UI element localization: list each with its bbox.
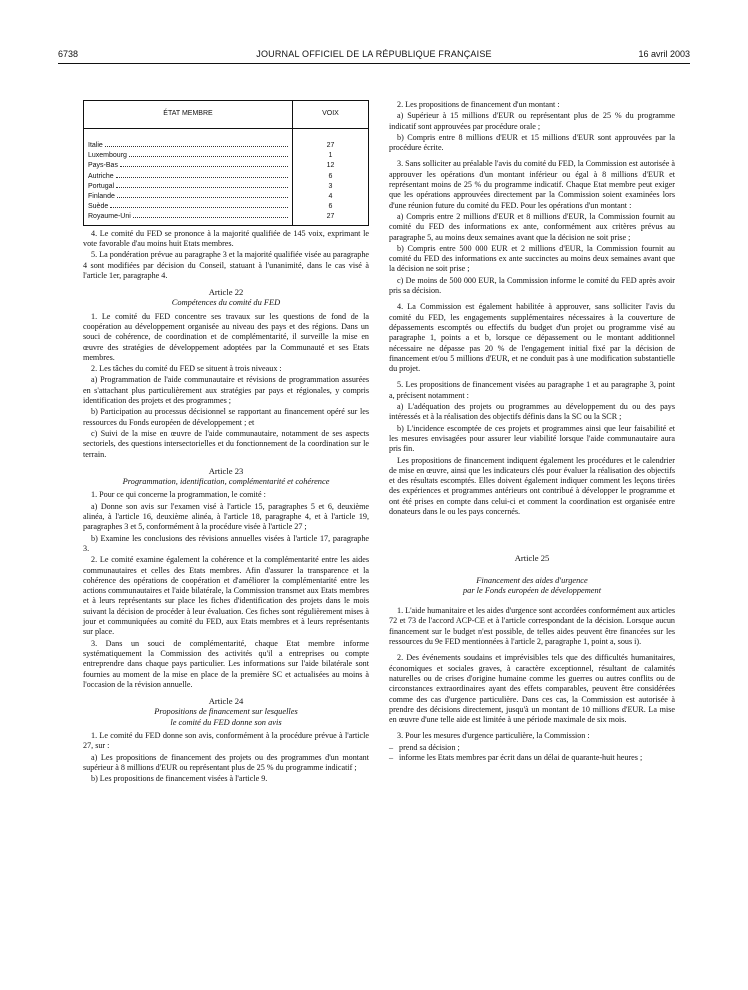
state-cell xyxy=(84,151,293,161)
table-row xyxy=(84,192,369,202)
page-number: 6738 xyxy=(58,49,79,59)
dot-leader xyxy=(133,216,288,218)
paragraph: b) Compris entre 500 000 EUR et 2 millions d'EUR, la Commission fournit au comité du FED des informations ex ante succinctes au moins deux semaines avant que la décision ne soit prise ; xyxy=(389,243,675,274)
state-name: Suède xyxy=(88,202,109,212)
votes-table xyxy=(83,100,369,226)
state-cell xyxy=(84,172,293,182)
paragraph: c) De moins de 500 000 EUR, la Commission informe le comité du FED après avoir pris sa décision. xyxy=(389,275,675,296)
article-title: Programmation, identification, complémentarité et cohérence xyxy=(122,477,330,487)
paragraph: b) Examine les conclusions des révisions annuelles visées à l'article 17, paragraphe 3. xyxy=(83,533,369,553)
paragraph: 3. Dans un souci de complémentarité, chaque Etat membre informe systématiquement la Commission des activités qu'il a entreprises ou compte entreprendre dans chaque pays particulier. Les informations sur l'aide bilatérale sont fournies au moment de la mise en place de la première SC et actualisées au moins à l'occasion de la révision annuelle. xyxy=(83,638,369,689)
paragraph: 4. La Commission est également habilitée à approuver, sans solliciter l'avis du comité du FED, les engagements supplémentaires nécessaires à la couverture de dépassements escomptés ou effectifs du budget d'un projet ou programme visé au paragraphe 1, points a et b, lorsque ce dépassement ou le montant additionnel nécessaire ne dépasse pas 20 % de l'engagement initial fixé par la décision de financement et/ou 5 millions d'EUR, et ne conduit pas à une modification substantielle du projet. xyxy=(389,302,675,374)
paragraph: 3. Sans solliciter au préalable l'avis du comité du FED, la Commission est autorisée à approuver les opérations d'un montant inférieur ou égal à 8 millions d'EUR et représentant moins de 25 % du programme indicatif. Chaque Etat membre peut exiger que les opérations approuvées directement par la Commission soient examinées lors d'une réunion future du comité du FED. Pour les opérations d'un montant : xyxy=(389,159,675,210)
table-row xyxy=(84,182,369,192)
list-item xyxy=(389,753,675,763)
state-name: Pays-Bas xyxy=(88,161,119,171)
state-name: Luxembourg xyxy=(88,151,128,161)
article-number: Article 23 xyxy=(208,465,244,476)
article-title: le comité du FED donne son avis xyxy=(170,717,282,727)
dot-leader xyxy=(110,206,288,208)
state-name: Italie xyxy=(88,141,104,151)
left-column xyxy=(83,100,369,785)
paragraph: 1. Le comité du FED concentre ses travaux sur les questions de fond de la coopération au développement organisée au niveau des pays et des régions. Dans un souci de cohérence, de coordination et de complémentarité, il surveille la mise en œuvre des stratégies de développement adoptées par la Communauté et ses Etats membres. xyxy=(83,311,369,362)
dot-leader xyxy=(129,155,288,157)
page-header xyxy=(58,49,690,63)
state-cell xyxy=(84,161,293,171)
paragraph: b) Compris entre 8 millions d'EUR et 15 millions d'EUR sont approuvées par la procédure écrite. xyxy=(389,132,675,153)
votes-cell: 27 xyxy=(326,142,335,149)
state-name: Finlande xyxy=(88,192,116,202)
state-cell xyxy=(84,192,293,202)
state-cell xyxy=(84,141,293,151)
header-rule xyxy=(58,63,690,64)
issue-date: 16 avril 2003 xyxy=(638,49,690,59)
list-item-text: prend sa décision ; xyxy=(399,742,460,752)
state-name: Portugal xyxy=(88,182,115,192)
paragraph: 5. Les propositions de financement visées au paragraphe 1 et au paragraphe 3, point a, précisent notamment : xyxy=(389,380,675,400)
state-name: Royaume-Uni xyxy=(88,212,132,222)
paragraph: 4. Le comité du FED se prononce à la majorité qualifiée de 145 voix, exprimant le vote favorable d'au moins huit Etats membres. xyxy=(83,228,369,248)
paragraph: 1. L'aide humanitaire et les aides d'urgence sont accordées conformément aux articles 72 et 73 de l'accord ACP-CE et à l'article correspondant de la décision. Lorsque aucun financement sur le budget n'est possible, de telles aides peuvent être financées sur les ressources du 9e FED mentionnées à l'article 2, paragraphe 1, point a, sous i). xyxy=(389,606,676,647)
dot-leader xyxy=(117,196,288,198)
table-row xyxy=(84,202,369,212)
votes-cell: 4 xyxy=(328,193,333,201)
paragraph: a) Les propositions de financement des projets ou des programmes d'un montant supérieur à 8 millions d'EUR ou représentant plus de 25 % du programme indicatif ; xyxy=(83,752,369,772)
paragraph: Les propositions de financement indiquent également les procédures et le calendrier de mise en œuvre, ainsi que les indicateurs clés pour évaluer la réalisation des objectifs et des résultats escomptés. Elles doivent également indiquer comment les leçons tirées des expériences et programmes antérieurs ont contribué à développer le programme et ont été prises en compte dans celui-ci et comment la coordination est organisée entre donateurs dans le ou les pays concernés. xyxy=(389,455,675,516)
paragraph: 2. Le comité examine également la cohérence et la complémentarité entre les aides communautaires et celles des Etats membres. Afin d'assurer la transparence et la cohérence des opérations de coopération et d'améliorer la complémentarité entre les actions communautaires et l'aide bilatérale, la Commission transmet aux Etats membres et à leurs représentants sur place les fiches d'identification des projets dans le mois suivant la décision de procéder à leur évaluation. Ces fiches sont régulièrement mises à jour et communiquées au comité du FED, aux Etats membres et à leurs représentants sur place. xyxy=(83,555,369,637)
votes-cell: 3 xyxy=(328,182,333,190)
votes-cell: 6 xyxy=(328,203,333,211)
votes-cell: 6 xyxy=(328,172,333,180)
votes-cell: 12 xyxy=(326,162,335,170)
table-row xyxy=(84,151,369,161)
paragraph: c) Suivi de la mise en œuvre de l'aide communautaire, notamment de ses aspects sectoriels, des questions intersectorielles et du fonctionnement de la coordination sur le terrain. xyxy=(83,428,369,459)
article-title: Compétences du comité du FED xyxy=(171,298,281,308)
paragraph: 2. Des événements soudains et imprévisibles tels que des difficultés humanitaires, économiques et sociales graves, à caractère exceptionnel, résultant de calamités naturelles ou de crises d'origine humaine comme les guerres ou autres conflits ou de circonstances extraordinaires ayant des effets comparables, peuvent être considérées comme des cas d'urgence particulière. Dans ces cas, la Commission est autorisée à prendre des décisions directement, jusqu'à un montant de 10 millions d'EUR. La mise en œuvre d'une telle aide est limitée à une période maximale de six mois. xyxy=(389,653,675,725)
right-column xyxy=(389,100,675,763)
dash-marker: – xyxy=(389,753,394,763)
paragraph: b) Participation au processus décisionnel se rapportant au financement opéré sur les ressources du Fonds européen de développement ; et xyxy=(83,407,369,427)
paragraph: 1. Pour ce qui concerne la programmation, le comité : xyxy=(91,490,266,500)
paragraph: a) Supérieur à 15 millions d'EUR ou représentant plus de 25 % du programme indicatif sont approuvées par procédure orale ; xyxy=(389,111,675,131)
state-cell xyxy=(84,182,293,192)
paragraph: a) Programmation de l'aide communautaire et révisions de programmation assurées en s'attachant plus particulièrement aux stratégies par pays et régionales, y compris identification des projets et des programmes ; xyxy=(83,375,369,406)
paragraph: a) Compris entre 2 millions d'EUR et 8 millions d'EUR, la Commission fournit au comité du FED des informations ex ante, conformément aux critères prévus au paragraphe 5, au moins deux semaines avant que la décision ne soit prise ; xyxy=(389,211,675,242)
votes-cell: 1 xyxy=(328,152,333,160)
dot-leader xyxy=(116,186,288,188)
state-cell xyxy=(84,212,293,222)
journal-title: JOURNAL OFFICIEL DE LA RÉPUBLIQUE FRANÇAISE xyxy=(256,49,492,59)
table-row xyxy=(84,161,369,171)
article-title: Financement des aides d'urgence xyxy=(476,575,588,585)
table-row xyxy=(84,212,369,222)
paragraph: 3. Pour les mesures d'urgence particulière, la Commission : xyxy=(397,731,590,741)
dot-leader xyxy=(105,145,288,147)
paragraph: b) Les propositions de financement visées à l'article 9. xyxy=(91,774,268,784)
paragraph: a) Donne son avis sur l'examen visé à l'article 15, paragraphes 5 et 6, deuxième alinéa, à l'article 16, deuxième alinéa, à l'article 18, paragraphe 4, et à l'article 19, paragraphes 3 et 5, conformément à la procédure visée à l'article 27 ; xyxy=(83,501,369,532)
article-number: Article 25 xyxy=(514,553,550,564)
article-number: Article 24 xyxy=(208,696,244,707)
paragraph: a) L'adéquation des projets ou programmes au développement du ou des pays intéressés et à la réalisation des objectifs définis dans la SC ou la SCR ; xyxy=(389,402,675,422)
table-row xyxy=(84,141,369,151)
paragraph: 1. Le comité du FED donne son avis, conformément à la procédure prévue à l'article 27, sur : xyxy=(83,730,369,751)
table-row xyxy=(84,172,369,182)
article-title: Propositions de financement sur lesquelles xyxy=(154,707,298,717)
paragraph: 2. Les tâches du comité du FED se situent à trois niveaux : xyxy=(91,364,282,374)
votes-cell: 27 xyxy=(326,213,335,221)
list-item-text: informe les Etats membres par écrit dans un délai de quarante-huit heures ; xyxy=(399,753,643,763)
dash-marker: – xyxy=(389,742,394,752)
paragraph: 2. Les propositions de financement d'un montant : xyxy=(397,100,560,109)
article-title: par le Fonds européen de développement xyxy=(462,585,602,595)
state-name: Autriche xyxy=(88,172,115,182)
paragraph: 5. La pondération prévue au paragraphe 3 et la majorité qualifiée visée au paragraphe 4 sont modifiées par décision du Conseil, statuant à l'unanimité, dans le cas visé à l'article 1er, paragraphe 4. xyxy=(83,250,369,280)
dot-leader xyxy=(120,165,288,167)
list-item xyxy=(389,742,675,753)
paragraph: b) L'incidence escomptée de ces projets et programmes ainsi que leur faisabilité et les mesures envisagées pour assurer leur viabilité lorsque l'aide communautaire aura pris fin. xyxy=(389,423,675,454)
dot-leader xyxy=(116,176,288,178)
article-number: Article 22 xyxy=(208,287,244,298)
col-header-votes: VOIX xyxy=(293,101,369,129)
state-cell xyxy=(84,202,293,212)
col-header-state: ÉTAT MEMBRE xyxy=(84,101,293,129)
